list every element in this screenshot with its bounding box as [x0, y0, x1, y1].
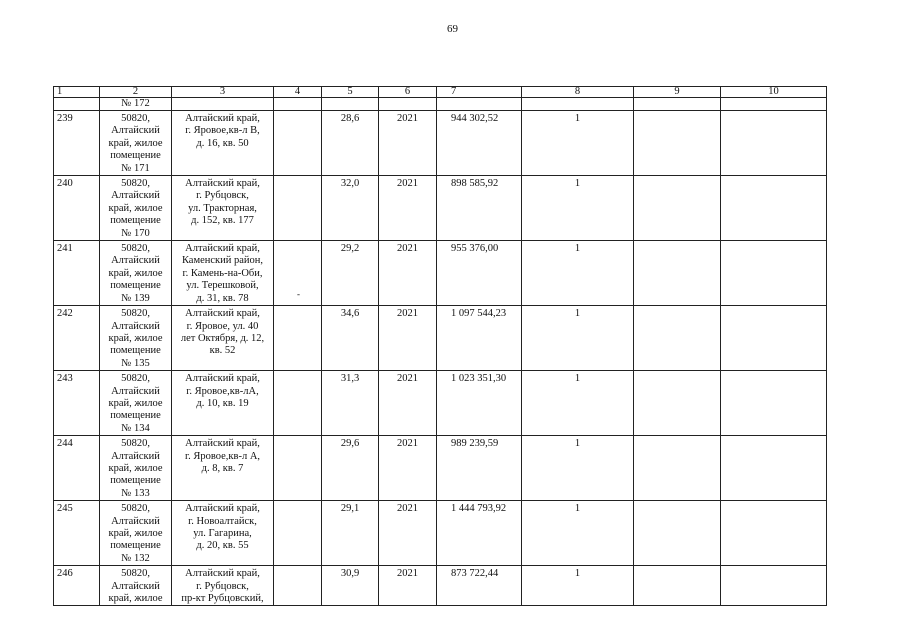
- object-name-line: № 132: [121, 552, 150, 564]
- cost-cell: 955 376,00: [437, 241, 522, 306]
- column-9-cell: [634, 111, 721, 176]
- quantity-cell: 1: [522, 566, 634, 606]
- object-name-line: Алтайский: [111, 320, 160, 332]
- object-name-line: помещение: [110, 540, 161, 552]
- property-register-table: [53, 86, 827, 606]
- cost-cell: 1 023 351,30: [437, 371, 522, 436]
- object-name-line: край, жилое: [108, 462, 163, 474]
- column-10-cell: [721, 501, 827, 566]
- address-line: Каменский район,: [181, 255, 264, 267]
- area-cell: 29,6: [322, 436, 379, 501]
- object-name-cell: [100, 371, 172, 436]
- address-line: д. 152, кв. 177: [191, 215, 254, 227]
- address-line: г. Яровое,кв-лА,: [186, 385, 259, 397]
- header-row: [54, 87, 827, 98]
- column-4-cell: [274, 306, 322, 371]
- continuation-cell-1: [54, 98, 100, 111]
- address-line: ул. Гагарина,: [193, 528, 252, 539]
- table-row: [54, 371, 827, 436]
- column-4-cell: [274, 566, 322, 606]
- object-name-line: край, жилое: [108, 332, 163, 344]
- object-name-line: край, жилое: [108, 267, 163, 279]
- object-name-line: край, жилое: [108, 137, 163, 149]
- address-line: д. 16, кв. 50: [196, 137, 249, 149]
- year-cell: 2021: [379, 306, 437, 371]
- column-9-cell: [634, 176, 721, 241]
- address-cell: [172, 566, 274, 606]
- object-name-line: Алтайский: [111, 125, 160, 137]
- year-cell: 2021: [379, 241, 437, 306]
- row-number-cell: 244: [54, 436, 100, 501]
- row-number-cell: 243: [54, 371, 100, 436]
- address-line: г. Рубцовск,: [196, 190, 249, 202]
- object-name-cell: [100, 566, 172, 606]
- column-header-3: 3: [172, 87, 274, 98]
- address-line: Алтайский край,: [185, 373, 260, 385]
- object-name-line: помещение: [110, 280, 161, 292]
- address-line: Алтайский край,: [185, 308, 260, 320]
- address-cell: [172, 111, 274, 176]
- object-name-line: № 171: [121, 162, 150, 174]
- table-row: [54, 111, 827, 176]
- object-name-line: 50820,: [121, 373, 150, 385]
- column-header-5: 5: [322, 87, 379, 98]
- quantity-cell: 1: [522, 176, 634, 241]
- row-number-cell: 242: [54, 306, 100, 371]
- column-10-cell: [721, 566, 827, 606]
- cost-cell: 944 302,52: [437, 111, 522, 176]
- column-9-cell: [634, 566, 721, 606]
- quantity-cell: 1: [522, 501, 634, 566]
- continuation-cell-7: [437, 98, 522, 111]
- object-name-line: Алтайский: [111, 190, 160, 202]
- object-name-line: край, жилое: [108, 528, 163, 539]
- quantity-cell: 1: [522, 371, 634, 436]
- cost-cell: 1 097 544,23: [437, 306, 522, 371]
- cost-cell: 873 722,44: [437, 566, 522, 606]
- table-row: [54, 176, 827, 241]
- object-name-line: помещение: [110, 150, 161, 162]
- row-number-cell: 240: [54, 176, 100, 241]
- column-9-cell: [634, 501, 721, 566]
- address-line: г. Яровое,кв-л В,: [185, 125, 260, 137]
- area-cell: 30,9: [322, 566, 379, 606]
- object-name-line: край, жилое: [108, 397, 163, 409]
- column-10-cell: [721, 241, 827, 306]
- quantity-cell: 1: [522, 306, 634, 371]
- table-row: [54, 566, 827, 606]
- area-cell: 34,6: [322, 306, 379, 371]
- address-cell: [172, 306, 274, 371]
- object-name-line: 50820,: [121, 308, 150, 320]
- address-line: Алтайский край,: [185, 113, 260, 124]
- row-number-cell: 245: [54, 501, 100, 566]
- object-name-line: помещение: [110, 475, 161, 487]
- object-name-cell: [100, 436, 172, 501]
- address-line: г. Камень-на-Оби,: [182, 267, 263, 279]
- address-cell: [172, 241, 274, 306]
- object-name-line: № 139: [121, 292, 150, 304]
- address-line: г. Яровое, ул. 40: [186, 320, 259, 332]
- year-cell: 2021: [379, 436, 437, 501]
- column-header-10: 10: [721, 87, 827, 98]
- object-name-line: Алтайский: [111, 580, 160, 592]
- year-cell: 2021: [379, 566, 437, 606]
- address-line: д. 8, кв. 7: [201, 462, 244, 474]
- row-number-cell: 239: [54, 111, 100, 176]
- address-line: д. 10, кв. 19: [196, 397, 249, 409]
- continuation-cell-8: [522, 98, 634, 111]
- column-10-cell: [721, 111, 827, 176]
- address-line: д. 20, кв. 55: [196, 540, 249, 552]
- continuation-cell-3: [172, 98, 274, 111]
- object-name-line: Алтайский: [111, 255, 160, 267]
- object-name-cell: [100, 176, 172, 241]
- column-header-6: 6: [379, 87, 437, 98]
- column-header-2: 2: [100, 87, 172, 98]
- quantity-cell: 1: [522, 241, 634, 306]
- table-row: [54, 501, 827, 566]
- column-header-1: 1: [54, 87, 100, 98]
- year-cell: 2021: [379, 371, 437, 436]
- object-name-line: 50820,: [121, 568, 150, 580]
- object-name-cell: [100, 306, 172, 371]
- page-number: 69: [447, 23, 458, 35]
- area-cell: 29,1: [322, 501, 379, 566]
- object-name-line: № 134: [121, 422, 150, 434]
- column-10-cell: [721, 176, 827, 241]
- continuation-row: [54, 98, 827, 111]
- scan-speck: -: [297, 289, 300, 299]
- address-cell: [172, 501, 274, 566]
- object-name-line: 50820,: [121, 243, 150, 255]
- object-name-line: край, жилое: [108, 202, 163, 214]
- address-line: ул. Тракторная,: [188, 202, 257, 214]
- year-cell: 2021: [379, 501, 437, 566]
- object-name-line: Алтайский: [111, 450, 160, 462]
- address-line: кв. 52: [209, 345, 236, 357]
- area-cell: 31,3: [322, 371, 379, 436]
- quantity-cell: 1: [522, 111, 634, 176]
- row-number-cell: 241: [54, 241, 100, 306]
- object-name-line: Алтайский: [111, 515, 160, 527]
- cost-cell: 989 239,59: [437, 436, 522, 501]
- object-name-line: 50820,: [121, 438, 150, 450]
- continuation-cell-2: № 172: [100, 98, 172, 111]
- column-9-cell: [634, 306, 721, 371]
- column-4-cell: [274, 436, 322, 501]
- object-name-line: № 135: [121, 357, 150, 369]
- area-cell: 28,6: [322, 111, 379, 176]
- continuation-cell-10: [721, 98, 827, 111]
- address-cell: [172, 436, 274, 501]
- table-row: [54, 306, 827, 371]
- address-cell: [172, 176, 274, 241]
- address-line: пр-кт Рубцовский,: [181, 593, 264, 605]
- address-line: Алтайский край,: [185, 438, 260, 450]
- cost-cell: 898 585,92: [437, 176, 522, 241]
- column-10-cell: [721, 371, 827, 436]
- table-row: [54, 436, 827, 501]
- continuation-cell-9: [634, 98, 721, 111]
- address-line: Алтайский край,: [185, 178, 260, 190]
- column-header-4: 4: [274, 87, 322, 98]
- object-name-line: № 133: [121, 487, 150, 499]
- year-cell: 2021: [379, 111, 437, 176]
- object-name-line: Алтайский: [111, 385, 160, 397]
- continuation-cell-6: [379, 98, 437, 111]
- object-name-line: 50820,: [121, 503, 150, 515]
- address-line: Алтайский край,: [185, 243, 260, 255]
- address-line: г. Яровое,кв-л А,: [184, 450, 261, 462]
- area-cell: 32,0: [322, 176, 379, 241]
- object-name-cell: [100, 111, 172, 176]
- column-9-cell: [634, 371, 721, 436]
- row-number-cell: 246: [54, 566, 100, 606]
- column-10-cell: [721, 306, 827, 371]
- object-name-line: край, жилое: [108, 593, 163, 605]
- object-name-line: 50820,: [121, 178, 150, 190]
- table-row: [54, 241, 827, 306]
- column-9-cell: [634, 436, 721, 501]
- year-cell: 2021: [379, 176, 437, 241]
- object-name-line: 50820,: [121, 113, 150, 124]
- column-header-7: 7: [437, 87, 522, 98]
- address-cell: [172, 371, 274, 436]
- column-4-cell: [274, 111, 322, 176]
- column-9-cell: [634, 241, 721, 306]
- column-header-8: 8: [522, 87, 634, 98]
- object-name-line: помещение: [110, 215, 161, 227]
- object-name-cell: [100, 501, 172, 566]
- object-name-line: № 170: [121, 227, 150, 239]
- address-line: Алтайский край,: [185, 568, 260, 580]
- column-4-cell: [274, 501, 322, 566]
- column-4-cell: [274, 371, 322, 436]
- object-name-line: помещение: [110, 345, 161, 357]
- address-line: д. 31, кв. 78: [196, 292, 249, 304]
- address-line: ул. Терешковой,: [186, 280, 259, 292]
- address-line: лет Октября, д. 12,: [180, 332, 265, 344]
- continuation-cell-5: [322, 98, 379, 111]
- area-cell: 29,2: [322, 241, 379, 306]
- cost-cell: 1 444 793,92: [437, 501, 522, 566]
- quantity-cell: 1: [522, 436, 634, 501]
- column-10-cell: [721, 436, 827, 501]
- column-header-9: 9: [634, 87, 721, 98]
- address-line: г. Новоалтайск,: [188, 515, 257, 527]
- column-4-cell: [274, 176, 322, 241]
- address-line: Алтайский край,: [185, 503, 260, 515]
- address-line: г. Рубцовск,: [196, 580, 249, 592]
- continuation-cell-4: [274, 98, 322, 111]
- object-name-cell: [100, 241, 172, 306]
- object-name-line: помещение: [110, 410, 161, 422]
